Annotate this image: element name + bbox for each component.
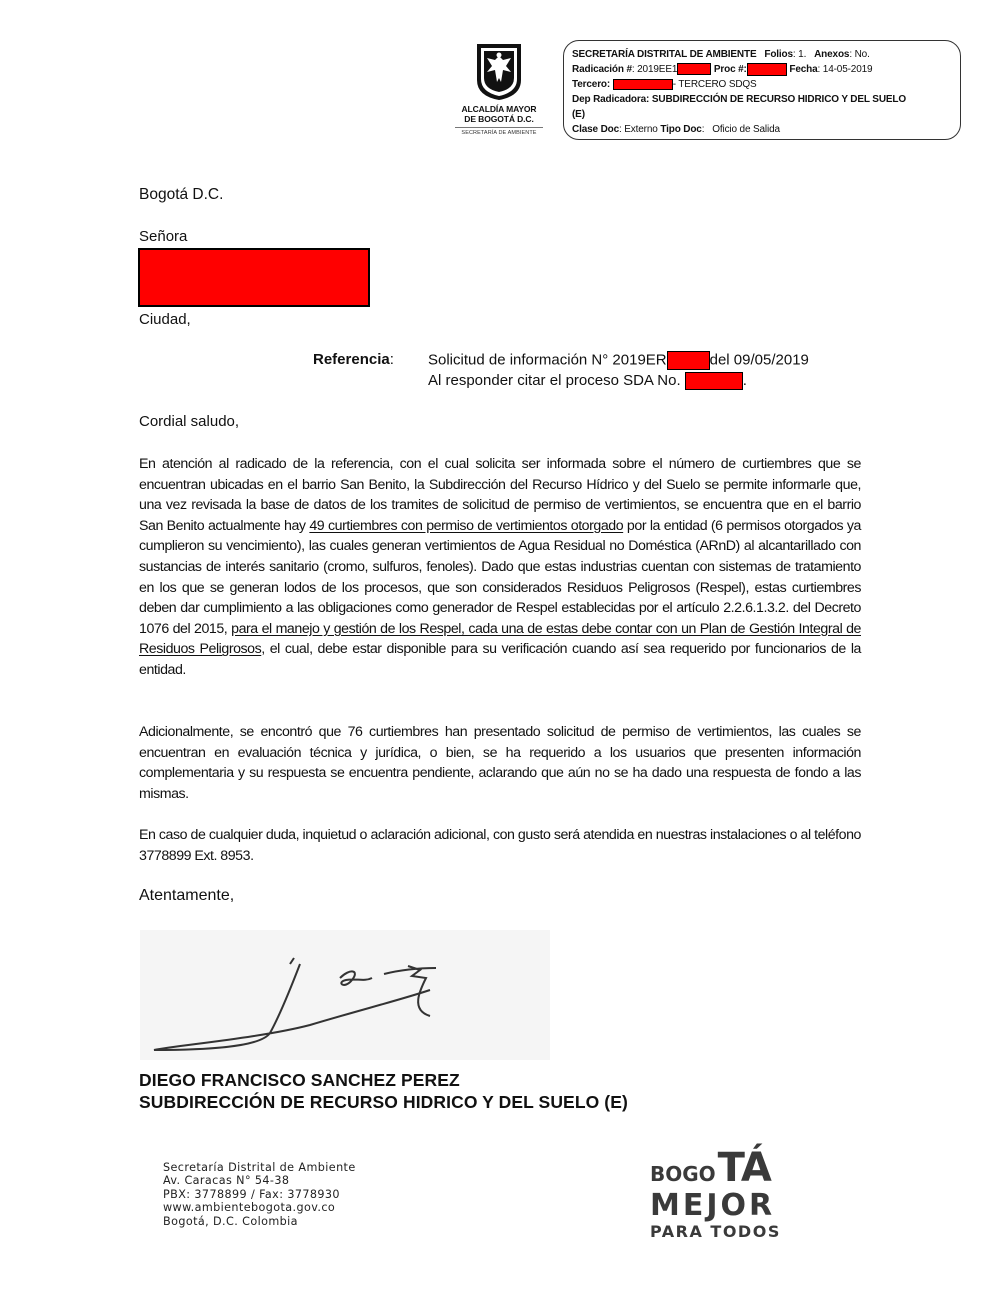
paragraph-3: En caso de cualquier duda, inquietud o aclaración adicional, con gusto será atendida en nuestras instalaciones o al teléfono 3778899 Ext. 8953. — [139, 827, 861, 864]
proc-label: Proc #: — [713, 64, 747, 75]
paragraph-1-part-3: , el cual, debe estar disponible para su verificación cuando así sea requerido por funcionarios de la entidad. — [139, 641, 861, 678]
radicado-row-1 — [572, 47, 952, 62]
radicacion-value: : 2019EE1 — [631, 64, 678, 75]
logo-divider — [455, 127, 543, 128]
redaction-radicacion — [677, 63, 711, 75]
clase-label: Clase Doc — [572, 124, 620, 135]
signer-block — [139, 1069, 628, 1113]
tercero-label: Tercero: — [572, 79, 611, 90]
logo-line-2: DE BOGOTÁ D.C. — [464, 114, 534, 124]
paragraph-1-underlined-2: para el manejo y gestión de los Respel, cada una de estas debe contar con un Plan de Gestión Integral de Residuos Peligrosos — [139, 620, 861, 658]
fecha-value: : 14-05-2019 — [817, 64, 873, 75]
footer-address — [163, 1161, 356, 1228]
signer-department: SUBDIRECCIÓN DE RECURSO HIDRICO Y DEL SUELO (E) — [139, 1092, 628, 1112]
radicado-row-6 — [572, 122, 952, 137]
clase-value: : Externo — [619, 124, 658, 135]
footer-address-line: Secretaría Distrital de Ambiente — [163, 1161, 356, 1174]
slogan-bogo: BOGO — [650, 1162, 716, 1186]
bogota-mejor-slogan-logo — [650, 1146, 850, 1242]
radicado-row-5 — [572, 107, 952, 122]
reference-line-1 — [428, 351, 809, 370]
anexos-value: : No. — [849, 49, 870, 60]
radicado-row-3 — [572, 77, 952, 92]
redaction-reference-number — [667, 351, 710, 370]
recipient-city: Ciudad, — [139, 311, 191, 328]
alcaldia-logo — [455, 42, 543, 136]
radicado-row-2 — [572, 62, 952, 77]
paragraph-1 — [139, 454, 861, 681]
sign-off: Atentamente, — [139, 887, 235, 904]
coat-of-arms-icon — [475, 42, 523, 102]
paragraph-1-part-1: En atención al radicado de la referencia, con el cual solicita ser informada sobre el número de curtiembres que se encuentran ubicadas en el barrio San Benito, la Subdirección del Recurso Hídrico y del Suelo se permite informarle que, una vez revisada la base de datos de los tramites de solicitud de permiso de vertimientos, se encuentra que en el barrio San Benito actualmente hay — [139, 456, 861, 534]
fecha-label: Fecha — [789, 64, 818, 75]
folios-value: : 1. — [792, 49, 807, 60]
reference-line-2 — [428, 372, 747, 390]
radicado-row-4 — [572, 92, 952, 107]
slogan-para-todos: PARA TODOS — [650, 1222, 781, 1241]
footer-address-line: www.ambientebogota.gov.co — [163, 1201, 336, 1215]
letter-city: Bogotá D.C. — [139, 186, 224, 203]
slogan-row-1 — [650, 1146, 850, 1190]
paragraph-2: Adicionalmente, se encontró que 76 curtiembres han presentado solicitud de permiso de vertimientos, las cuales se encuentran en evaluación técnica y jurídica, o bien, se ha requerido a los usuarios que presenten información complementaria y su respuesta se encuentra pendiente, aclarando que aún no se ha dado una respuesta de fondo a las mismas. — [139, 724, 861, 802]
slogan-mejor: MEJOR — [650, 1188, 776, 1223]
tipo-label: Tipo Doc — [660, 124, 702, 135]
redaction-tercero — [613, 79, 673, 90]
greeting: Cordial saludo, — [139, 413, 240, 430]
entity-name: SECRETARÍA DISTRITAL DE AMBIENTE — [572, 49, 757, 60]
reference-line-1-prefix: Solicitud de información N° 2019ER — [428, 351, 667, 369]
handwritten-signature — [140, 930, 550, 1060]
slogan-ta: TÁ — [717, 1145, 771, 1191]
reference-line-2-prefix: Al responder citar el proceso SDA No. — [428, 372, 681, 389]
logo-line-3: SECRETARÍA DE AMBIENTE — [461, 130, 537, 136]
footer-address-line: Av. Caracas N° 54-38 — [163, 1174, 290, 1188]
tercero-value: - TERCERO SDQS — [672, 79, 757, 90]
signature-icon — [140, 930, 550, 1060]
tipo-value: : Oficio de Salida — [701, 124, 780, 135]
dep-value: SUBDIRECCIÓN DE RECURSO HIDRICO Y DEL SUELO — [651, 94, 907, 105]
anexos-label: Anexos — [814, 49, 850, 60]
radicado-stamp-box — [563, 40, 961, 140]
dep-label: Dep Radicadora: — [572, 94, 650, 105]
footer-address-line: Bogotá, D.C. Colombia — [163, 1214, 298, 1228]
redaction-process-number — [685, 372, 743, 390]
folios-label: Folios — [764, 49, 793, 60]
redaction-recipient — [138, 248, 370, 307]
logo-line-1: ALCALDÍA MAYOR — [461, 104, 537, 114]
paragraph-1-part-2: por la entidad (6 permisos otorgados ya cumplieron su vencimiento), las cuales generan vertimientos de Agua Residual no Doméstica (ARnD) al alcantarillado con sustancias de interés sanitario (cromo, sulfuros, fenoles). Dado que estas industrias cuentan con sistemas de tratamiento en los que se generan lodos de los procesos, que son considerados Residuos Peligrosos (Respel), estas curtiembres deben dar cumplimiento a las obligaciones como generador de Respel establecidas por el artículo 2.2.6.1.3.2. del Decreto 1076 del 2015, — [139, 517, 862, 637]
paragraph-1-underlined-1: 49 curtiembres con permiso de vertimientos otorgado — [309, 517, 624, 534]
radicacion-label: Radicación # — [572, 64, 632, 75]
reference-colon: : — [389, 351, 394, 368]
recipient-title: Señora — [139, 228, 188, 245]
reference-line-2-suffix: . — [742, 372, 747, 389]
reference-line-1-suffix: del 09/05/2019 — [709, 351, 809, 369]
dep-value-2: (E) — [572, 109, 585, 120]
redaction-proc — [747, 63, 787, 76]
signer-name: DIEGO FRANCISCO SANCHEZ PEREZ — [139, 1070, 460, 1090]
reference-label: Referencia — [313, 351, 390, 368]
footer-address-line: PBX: 3778899 / Fax: 3778930 — [163, 1187, 340, 1201]
reference-heading — [313, 351, 394, 368]
